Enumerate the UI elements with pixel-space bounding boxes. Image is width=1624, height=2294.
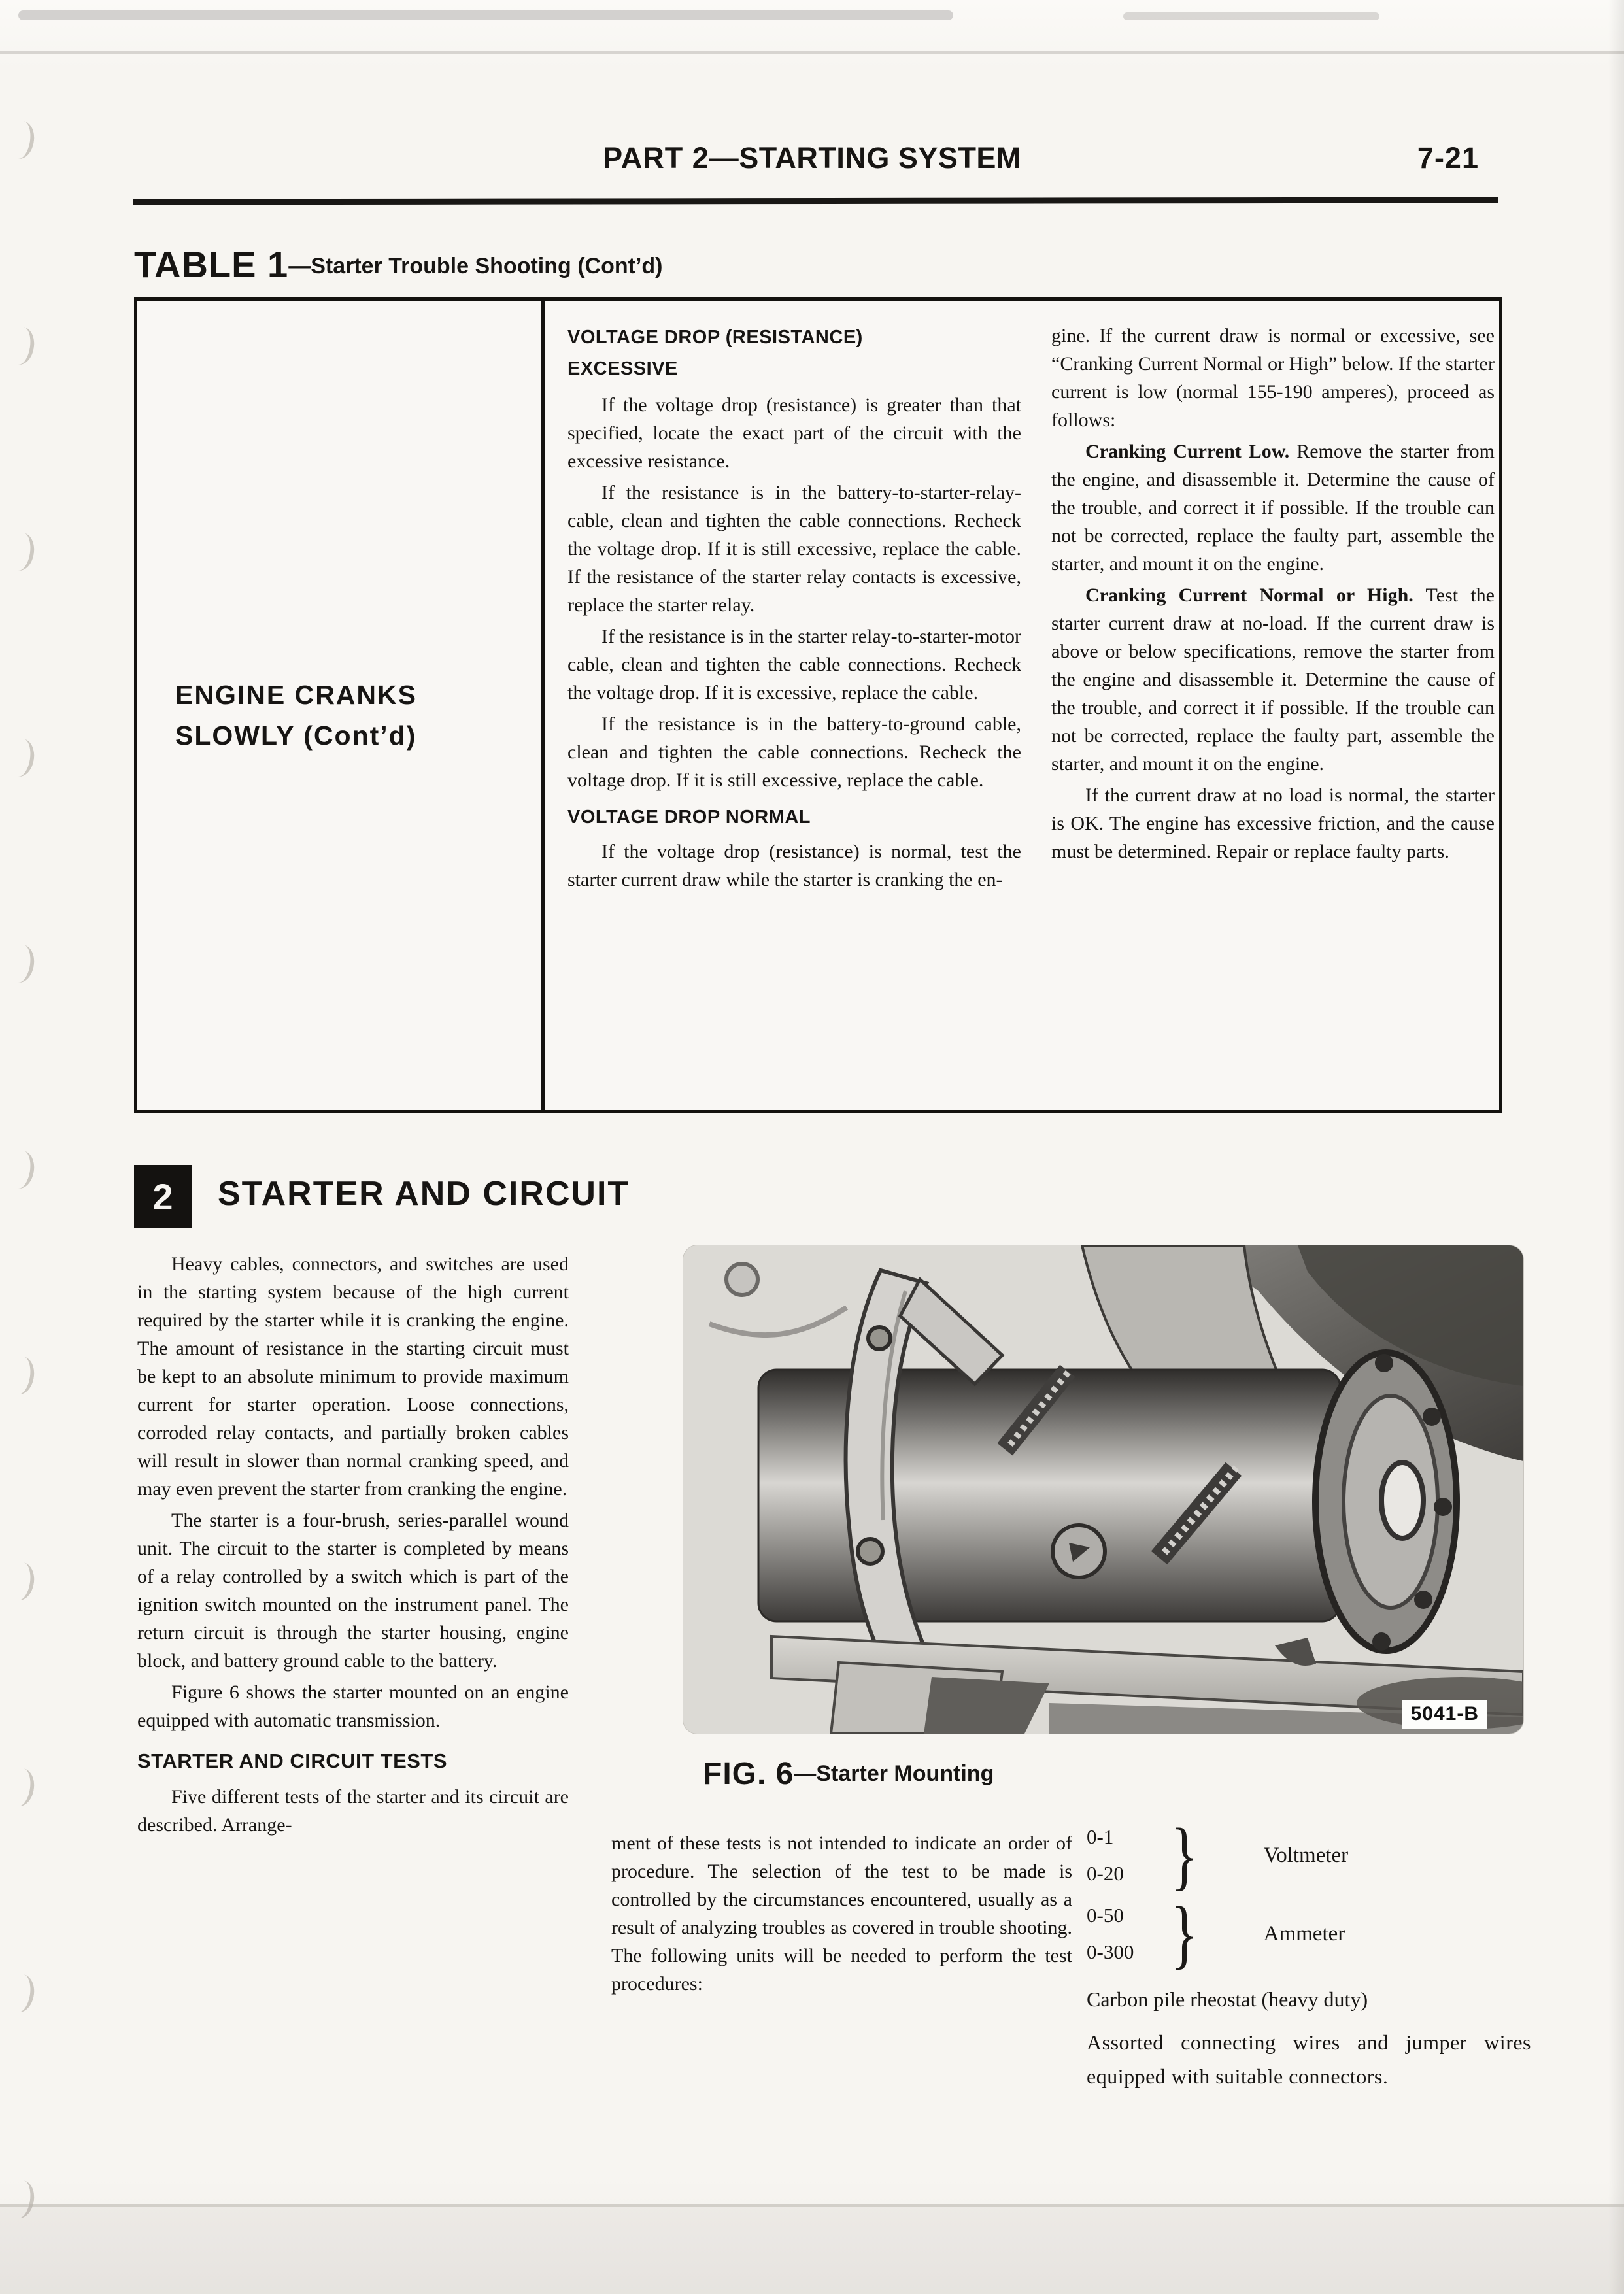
scan-edge-shadow-right [1608,0,1624,2294]
binder-mark [5,1972,37,2014]
paragraph: If the resistance is in the battery-to-starter-relay-cable, clean and tighten the cable connections. Recheck the voltage drop. If it is still excessive, replace the cable. If the resistance of the starter relay contacts is excessive, replace the starter relay. [567,482,1021,616]
equipment-list [1087,1812,1531,2093]
scan-smudge-top-right [1123,12,1379,20]
voltmeter-ranges [1087,1819,1170,1892]
paragraph: If the resistance is in the starter relay-to-starter-motor cable, clean and tighten the cable connections. Recheck the voltage drop. If it is excessive, replace the cable. [567,626,1021,703]
ammeter-row [1087,1891,1531,1976]
brace-glyph: } [1170,1812,1198,1898]
binder-mark [5,1355,37,1396]
cranking-current-low-lead: Cranking Current Low. [1085,441,1290,462]
paragraph: If the voltage drop (resistance) is normal, test the starter current draw while the starter is cranking the en- [567,841,1021,890]
photo-code-badge: 5041-B [1402,1700,1487,1729]
ammeter-label: Ammeter [1263,1921,1345,1946]
range-value: 0-50 [1087,1904,1124,1927]
header-part-rest: —STARTING SYSTEM [709,141,1021,175]
range-value: 0-1 [1087,1825,1114,1848]
starter-photo-art [683,1245,1523,1734]
figure-caption [703,1756,994,1792]
paragraph: Heavy cables, connectors, and switches are used in the starting system because of the high current required by the starter while it is cranking the engine. The amount of resistance in the starting circuit must be kept to an absolute minimum to provide maximum current for starter operation. Loose connections, corroded relay contacts, and partially broken cables will result in slower than normal cranking speed, and may even prevent the starter from cranking the engine. [137,1253,569,1500]
brace-glyph: } [1170,1891,1198,1976]
table-title [134,243,663,286]
page-number: 7-21 [1417,141,1479,175]
voltage-drop-normal-heading: VOLTAGE DROP NORMAL [567,807,811,828]
scan-wash-bottom [0,2207,1624,2294]
range-value: 0-300 [1087,1940,1134,1963]
binder-mark [5,1560,37,1602]
paragraph [1051,437,1495,578]
voltmeter-row [1087,1812,1531,1898]
paragraph: gine. If the current draw is normal or excessive, see “Cranking Current Normal or High” below. If the starter current is low (normal 155-190 amperes), proceed as follows: [1051,325,1495,431]
binder-mark [5,325,37,366]
starter-mounting-photo [683,1245,1523,1734]
equipment-item: Carbon pile rheostat (heavy duty) [1087,1987,1368,2011]
voltmeter-label: Voltmeter [1263,1843,1349,1867]
table-col-middle [567,322,1021,1106]
range-value: 0-20 [1087,1862,1124,1885]
scan-edge-line-top [0,51,1624,54]
starter-circuit-tests-subhead: STARTER AND CIRCUIT TESTS [137,1749,448,1772]
page-header [0,141,1624,175]
paragraph: ment of these tests is not intended to indicate an order of procedure. The selection of the test to be made is controlled by the circumstances encountered, usually as a result of analyzing troubles as covered in trouble shooting. The following units will be needed to perform the test procedures: [611,1832,1072,1995]
section-number-badge [134,1165,192,1228]
equipment-item: Assorted connecting wires and jumper wires equipped with suitable connectors. [1087,2031,1531,2088]
table-title-lead: TABLE 1 [134,244,289,285]
binder-mark [5,737,37,778]
paragraph: Five different tests of the starter and its circuit are described. Arrange- [137,1786,569,1836]
table-row-label [175,675,528,756]
binder-mark [5,1149,37,1190]
binder-mark [5,531,37,572]
paragraph: The starter is a four-brush, series-parallel wound unit. The circuit to the starter is completed by means of a relay controlled by a switch which is part of the ignition switch mounted on the instrument panel. The return circuit is through the starter housing, engine block, and battery ground cable to the battery. [137,1510,569,1672]
ammeter-ranges [1087,1897,1170,1970]
voltage-drop-excessive-heading-line2: EXCESSIVE [567,358,678,379]
header-rule [133,197,1498,205]
figure-caption-rest: —Starter Mounting [794,1761,994,1786]
header-part-label: PART 2 [603,141,709,175]
cranking-current-normal-lead: Cranking Current Normal or High. [1085,584,1413,606]
scan-smudge-top-left [18,10,953,20]
paragraph: Figure 6 shows the starter mounted on an engine equipped with automatic transmission. [137,1681,569,1731]
body-column-left [137,1250,569,1842]
figure-caption-lead: FIG. 6 [703,1757,794,1791]
section-number: 2 [152,1176,173,1217]
table-title-rest: —Starter Trouble Shooting (Cont’d) [288,254,663,278]
table-column-divider [541,297,545,1113]
binder-mark [5,943,37,984]
row-label-line2: SLOWLY (Cont’d) [175,720,417,751]
binder-mark [5,1766,37,1808]
paragraph: If the resistance is in the battery-to-ground cable, clean and tighten the cable connections. Recheck the voltage drop. If it is still excessive, replace the cable. [567,713,1021,791]
table-col-right [1051,322,1495,1106]
body-column-middle [611,1829,1072,2001]
paragraph-text: Test the starter current draw at no-load. If the current draw is above or below specifications, remove the starter from the engine and disassemble it. Determine the cause of the trouble, and correct it if possible. If the trouble can not be corrected, replace the faulty part, assemble the starter, and mount it on the engine. [1051,584,1495,775]
paragraph: If the voltage drop (resistance) is greater than that specified, locate the exact part of the circuit with the excessive resistance. [567,394,1021,472]
section-title: STARTER AND CIRCUIT [218,1175,630,1213]
paragraph [1051,581,1495,778]
row-label-line1: ENGINE CRANKS [175,680,417,710]
voltage-drop-excessive-heading-line1: VOLTAGE DROP (RESISTANCE) [567,327,863,348]
paragraph-text: Remove the starter from the engine, and disassemble it. Determine the cause of the trouble, and correct it if possible. If the trouble can not be corrected, replace the faulty part, assemble the starter, and mount it on the engine. [1051,441,1495,575]
paragraph: If the current draw at no load is normal, the starter is OK. The engine has excessive friction, and the cause must be determined. Repair or replace faulty parts. [1051,784,1495,862]
